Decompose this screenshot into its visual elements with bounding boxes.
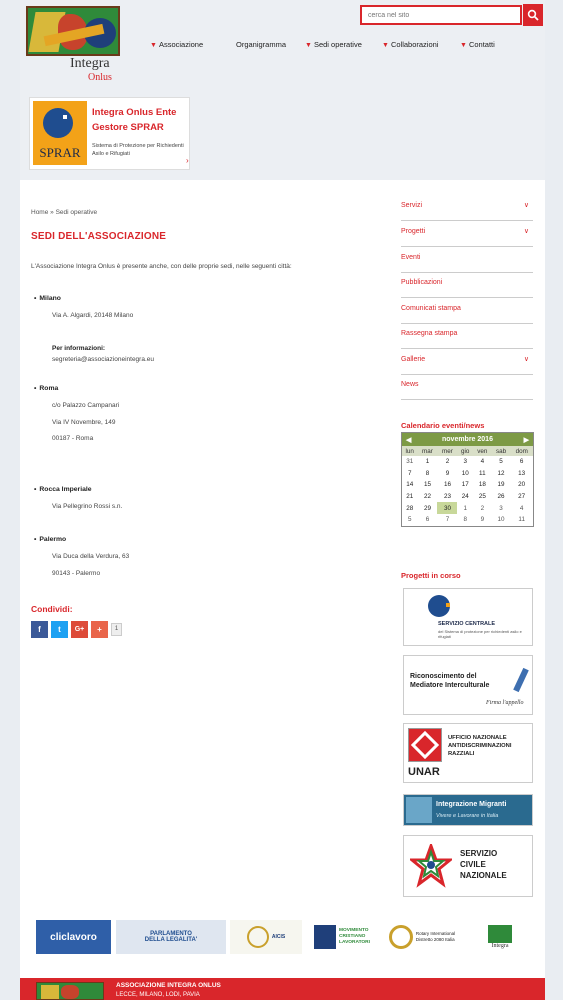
nav-sedi-operative[interactable]: ▼ Sedi operative xyxy=(305,40,362,49)
partner-parlamento-legalita[interactable]: PARLAMENTO DELLA LEGALITA' xyxy=(116,920,226,954)
sidebar-item-progetti[interactable]: Progetti ∨ xyxy=(401,222,533,247)
location-roma: • Roma xyxy=(34,385,58,392)
location-milano: • Milano xyxy=(34,295,61,302)
calendar-day-header: mar xyxy=(417,446,437,456)
unar-logo-icon xyxy=(408,728,442,762)
calendar-day[interactable]: 14 xyxy=(406,481,414,489)
site-logo[interactable] xyxy=(26,6,120,56)
calendar-heading: Calendario eventi/news xyxy=(401,421,485,430)
sprar-banner[interactable] xyxy=(29,97,190,170)
calendar-day-header: gio xyxy=(457,446,472,456)
calendar-day[interactable]: 21 xyxy=(406,493,414,501)
nav-organigramma[interactable]: Organigramma xyxy=(236,40,287,49)
calendar-day[interactable]: 8 xyxy=(463,516,467,524)
project-integrazione-migranti[interactable]: Integrazione Migranti Vivere e Lavorare in Italia xyxy=(403,794,533,826)
share-twitter-button[interactable] xyxy=(51,621,68,638)
chevron-down-icon: ▼ xyxy=(460,42,467,49)
calendar-day[interactable]: 24 xyxy=(461,493,469,501)
calendar-day[interactable]: 4 xyxy=(519,504,524,512)
projects-heading: Progetti in corso xyxy=(401,571,461,580)
chevron-right-icon: › xyxy=(186,156,189,165)
search-icon xyxy=(527,9,539,21)
sprar-description: Sistema di Protezione per Richiedenti Asilo e Rifugiati xyxy=(92,143,184,157)
calendar-day[interactable]: 28 xyxy=(406,504,414,512)
sprar-logo: SPRAR xyxy=(33,101,87,165)
footer-cities: LECCE, MILANO, LODI, PAVIA xyxy=(116,992,200,998)
calendar-day[interactable]: 13 xyxy=(518,469,526,477)
calendar-day-header: dom xyxy=(510,446,533,456)
calendar-day[interactable]: 2 xyxy=(445,458,450,466)
calendar-day[interactable]: 30 xyxy=(437,502,457,514)
page-title: SEDI DELL'ASSOCIAZIONE xyxy=(31,231,167,242)
breadcrumb-current: Sedi operative xyxy=(55,209,98,216)
calendar-day-header: mer xyxy=(437,446,457,456)
calendar-day[interactable]: 19 xyxy=(497,481,505,489)
milano-address: Via A. Algardi, 20148 Milano xyxy=(52,312,134,319)
star-logo-icon xyxy=(410,844,452,888)
calendar-day[interactable]: 6 xyxy=(519,458,524,466)
calendar-day[interactable]: 7 xyxy=(445,516,450,524)
sidebar-item-rassegna-stampa[interactable]: Rassegna stampa xyxy=(401,324,533,349)
breadcrumb-home[interactable]: Home xyxy=(31,209,49,216)
sidebar-item-gallerie[interactable]: Gallerie ∨ xyxy=(401,350,533,375)
milano-info-label: Per informazioni: xyxy=(52,345,106,352)
nav-collaborazioni[interactable]: ▼ Collaborazioni xyxy=(382,40,439,49)
partner-rotary[interactable]: Rotary International Distretto 2080 Italia xyxy=(382,920,462,954)
project-unar[interactable]: UFFICIO NAZIONALE ANTIDISCRIMINAZIONI RAZZIALI UNAR xyxy=(403,723,533,783)
calendar-day[interactable]: 7 xyxy=(407,469,412,477)
chevron-down-icon: ▼ xyxy=(305,42,312,49)
sidebar-item-eventi[interactable]: Eventi xyxy=(401,248,533,273)
roma-line3: 00187 - Roma xyxy=(52,435,94,442)
calendar-day[interactable]: 22 xyxy=(423,493,431,501)
partner-cliclavoro[interactable]: cliclavoro xyxy=(36,920,111,954)
footer-title: ASSOCIAZIONE INTEGRA ONLUS xyxy=(116,982,221,989)
feather-icon xyxy=(513,668,529,692)
sidebar-item-servizi[interactable]: Servizi ∨ xyxy=(401,196,533,221)
project-mediatore-interculturale[interactable]: Riconoscimento del Mediatore Interculturale Firma l'appello xyxy=(403,655,533,715)
calendar-day[interactable]: 15 xyxy=(423,481,431,489)
calendar-prev-button[interactable]: ◀ xyxy=(406,436,412,444)
calendar-widget xyxy=(401,432,534,527)
calendar-month: novembre 2016 xyxy=(442,436,493,443)
search-input[interactable] xyxy=(360,5,522,25)
calendar-day[interactable]: 23 xyxy=(443,493,451,501)
calendar-day[interactable]: 16 xyxy=(443,481,451,489)
calendar-day[interactable]: 8 xyxy=(425,469,430,477)
calendar-day[interactable]: 5 xyxy=(499,458,503,466)
project-servizio-centrale[interactable]: SERVIZIO CENTRALE del Sistema di protezione per richiedenti asilo e rifugiati xyxy=(403,588,533,646)
calendar-day[interactable]: 25 xyxy=(478,493,486,501)
calendar-day[interactable]: 6 xyxy=(425,516,430,524)
calendar-day[interactable]: 3 xyxy=(463,458,467,466)
breadcrumb: Home » Sedi operative xyxy=(31,209,98,216)
google-plus-icon: G+ xyxy=(74,626,85,633)
sidebar-item-comunicati-stampa[interactable]: Comunicati stampa xyxy=(401,299,533,324)
calendar-day[interactable]: 5 xyxy=(407,516,412,524)
palermo-line2: 90143 - Palermo xyxy=(52,570,101,577)
chevron-down-icon: ▼ xyxy=(150,42,157,49)
calendar-day[interactable]: 18 xyxy=(478,481,486,489)
share-facebook-button[interactable] xyxy=(31,621,48,638)
calendar-day[interactable]: 17 xyxy=(461,481,469,489)
milano-email[interactable]: segreteria@associazioneintegra.eu xyxy=(52,356,154,363)
calendar-day[interactable]: 11 xyxy=(479,469,486,477)
calendar-day[interactable]: 20 xyxy=(518,481,526,489)
calendar-day[interactable]: 1 xyxy=(425,458,430,466)
calendar-day[interactable]: 31 xyxy=(406,458,414,466)
partner-logos xyxy=(20,918,545,958)
footer-logo xyxy=(36,982,104,1000)
chevron-down-icon: ▼ xyxy=(382,42,389,49)
chevron-down-icon: ∨ xyxy=(523,356,529,363)
roma-line2: Via IV Novembre, 149 xyxy=(52,419,116,426)
calendar-day[interactable]: 9 xyxy=(445,469,450,477)
rocca-address: Via Pellegrino Rossi s.n. xyxy=(52,503,123,510)
palermo-line1: Via Duca della Verdura, 63 xyxy=(52,553,130,560)
calendar-day[interactable]: 9 xyxy=(480,516,485,524)
facebook-icon: f xyxy=(38,625,41,634)
sidebar-item-pubblicazioni[interactable]: Pubblicazioni xyxy=(401,273,533,298)
brand-subtitle: Onlus xyxy=(88,72,112,83)
sprar-title: Integra Onlus Ente Gestore SPRAR xyxy=(92,107,177,133)
nav-associazione[interactable]: ▼ Associazione xyxy=(150,40,204,49)
partner-integra[interactable]: Integra xyxy=(470,920,530,954)
intro-text: L'Associazione Integra Onlus è presente anche, con delle proprie sedi, nelle seguenti città: xyxy=(31,263,292,270)
calendar-day[interactable]: 10 xyxy=(461,469,469,477)
project-servizio-civile[interactable]: SERVIZIO CIVILE NAZIONALE xyxy=(403,835,533,897)
location-rocca-imperiale: • Rocca Imperiale xyxy=(34,486,92,493)
calendar-day[interactable]: 10 xyxy=(497,516,505,524)
calendar-day[interactable]: 4 xyxy=(480,458,485,466)
partner-aicis[interactable]: AICIS xyxy=(230,920,302,954)
calendar-day[interactable]: 1 xyxy=(463,504,467,512)
partner-mcl[interactable]: MOVIMENTO CRISTIANO LAVORATORI xyxy=(306,920,378,954)
calendar-day[interactable]: 27 xyxy=(518,493,526,501)
share-heading: Condividi: xyxy=(31,604,73,614)
calendar-next-button[interactable]: ▶ xyxy=(523,436,529,444)
calendar-day-header: sab xyxy=(492,446,511,456)
sidebar-item-news[interactable]: News xyxy=(401,375,533,400)
calendar-day[interactable]: 26 xyxy=(497,493,505,501)
page xyxy=(20,0,545,1000)
brand-name: Integra xyxy=(70,56,110,71)
twitter-icon: t xyxy=(58,625,61,634)
calendar-day[interactable]: 12 xyxy=(497,469,505,477)
search-button[interactable] xyxy=(523,4,543,26)
location-palermo: • Palermo xyxy=(34,536,66,543)
chevron-down-icon: ∨ xyxy=(523,202,529,209)
footer xyxy=(20,978,545,1000)
share-google-button[interactable] xyxy=(71,621,88,638)
calendar-day[interactable]: 3 xyxy=(499,504,503,512)
nav-contatti[interactable]: ▼ Contatti xyxy=(460,40,495,49)
share-count: 1 xyxy=(111,623,122,636)
calendar-day[interactable]: 2 xyxy=(480,504,485,512)
chevron-down-icon: ∨ xyxy=(523,228,529,235)
roma-line1: c/o Palazzo Campanari xyxy=(52,402,120,409)
calendar-day[interactable]: 29 xyxy=(423,504,431,512)
plus-icon: + xyxy=(97,625,102,634)
calendar-day-header: lun xyxy=(402,446,417,456)
calendar-day[interactable]: 11 xyxy=(518,516,525,524)
share-more-button[interactable] xyxy=(91,621,108,638)
calendar-day-header: ven xyxy=(473,446,492,456)
